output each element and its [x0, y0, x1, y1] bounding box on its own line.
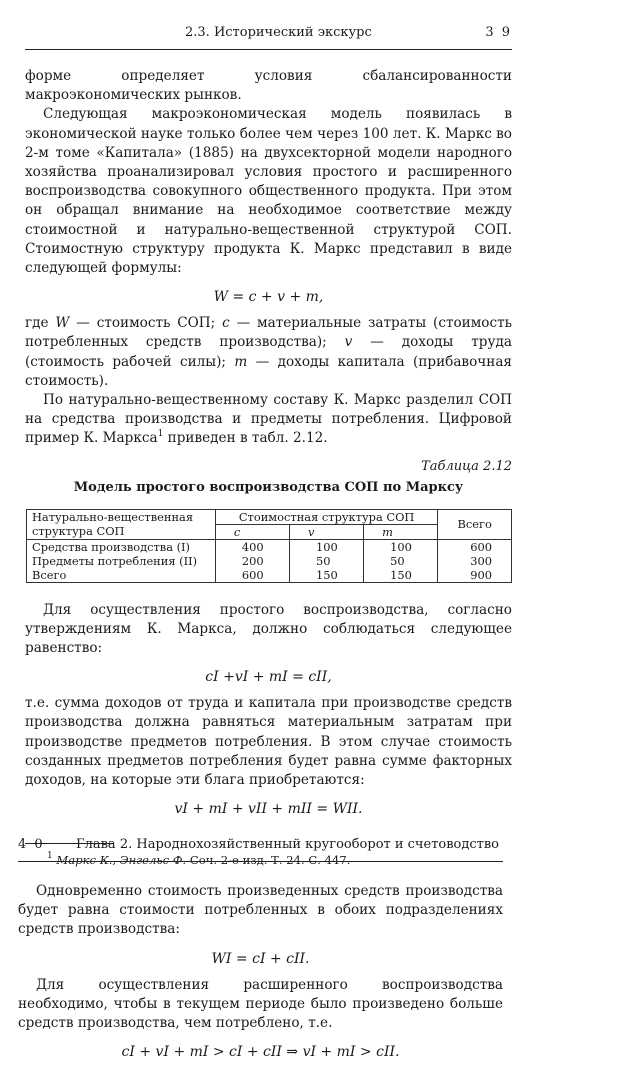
paragraph-definitions: где W — стоимость СОП; c — материальные затраты (стоимость потребленных средств производства); v — доходы труда (стоимость рабочей силы); m — доходы капитала (прибавочная стоимость). — [25, 315, 512, 389]
body-text — [25, 601, 512, 820]
cell-v: 150 — [290, 568, 364, 583]
cell-c: 400 — [215, 539, 289, 554]
formula-means-balance: WI = cI + cII. — [211, 950, 310, 967]
paragraph: Для осуществления простого воспроизводства, согласно утверждениям К. Маркса, должно соблюдаться следующее равенство: — [25, 601, 512, 657]
row-label: Всего — [27, 568, 216, 583]
cell-total: 300 — [438, 554, 512, 568]
table-subhead-m: m — [364, 524, 438, 539]
formula-value-structure: W = c + v + m, — [213, 289, 324, 306]
running-header — [25, 0, 512, 50]
cell-total: 900 — [438, 568, 512, 583]
cell-v: 100 — [290, 539, 364, 554]
footnote-ref: 1 — [157, 429, 164, 440]
table-caption: Таблица 2.12 — [421, 458, 512, 474]
row-label: Предметы потребления (II) — [27, 554, 216, 568]
page-39 — [25, 0, 512, 867]
paragraph: Следующая макроэкономическая модель появилась в экономической науке только более чем через 100 лет. К. Маркс во 2-м томе «Капитала» (1885) на двухсекторной модели народного хозяйства проанализировал условия простого и расширенного воспроизводства совокупного общественного продукта. При этом он обращал внимание на необходимое соответствие между стоимостной и натурально-вещественной структурой СОП. Стоимостную структуру продукта К. Маркс представил в виде следующей формулы: — [25, 106, 512, 277]
formula-simple-reproduction: cI +vI + mI = cII, — [205, 669, 332, 686]
table-row — [27, 568, 512, 583]
table-head-structure: Натурально-вещественная структура СОП — [27, 509, 216, 539]
table-title: Модель простого воспроизводства СОП по Марксу — [73, 479, 464, 495]
cell-m: 100 — [364, 539, 438, 554]
data-table — [26, 509, 512, 583]
header-title: Глава 2. Народнохозяйственный кругооборот и счетоводство — [76, 837, 499, 852]
formula-consumption-balance: vI + mI + vII + mII = WII. — [174, 801, 363, 818]
paragraph: По натурально-вещественному составу К. Маркс разделил СОП на средства производства и предметы потребления. Цифровой пример К. Маркса$^1$ приведен в табл. 2.12. — [25, 392, 512, 447]
footnote: $^1$ Маркс К., Энгельс Ф. Соч. 2-е изд. Т. 24. С. 447. — [47, 851, 351, 868]
page-number: 4 0 — [18, 837, 45, 852]
paragraph: форме определяет условия сбалансированности макроэкономических рынков. — [25, 68, 512, 104]
cell-v: 50 — [290, 554, 364, 568]
table-subhead-c: c — [215, 524, 289, 539]
cell-total: 600 — [438, 539, 512, 554]
cell-m: 50 — [364, 554, 438, 568]
row-label: Средства производства (I) — [27, 539, 216, 554]
cell-c: 600 — [215, 568, 289, 583]
page-number: 3 9 — [485, 25, 512, 40]
table-head-group: Стоимостная структура СОП — [215, 509, 437, 524]
formula-expanded-reproduction: cI + vI + mI > cI + cII ⇒ vI + mI > cII. — [121, 1044, 400, 1061]
running-header — [18, 825, 503, 862]
body-text — [18, 882, 503, 1062]
table-head-total: Всего — [438, 509, 512, 539]
paragraph: Для осуществления расширенного воспроизводства необходимо, чтобы в текущем периоде было произведено больше средств производства, чем потреблено, т.е. — [18, 976, 503, 1032]
table-subhead-v: v — [290, 524, 364, 539]
paragraph: Одновременно стоимость произведенных средств производства будет равна стоимости потребленных в обоих подразделениях средств производства: — [18, 883, 503, 938]
header-title: 2.3. Исторический экскурс — [185, 25, 372, 40]
cell-m: 150 — [364, 568, 438, 583]
paragraph: т.е. сумма доходов от труда и капитала при производстве средств производства должна равняться материальным затратам при производстве предметов потребления. В этом случае стоимость созданных предметов потребления будет равна сумме факторных доходов, на которые эти блага приобретаются: — [25, 695, 512, 789]
body-text — [25, 67, 512, 449]
table-row — [27, 554, 512, 568]
page-40 — [18, 825, 503, 1069]
table-row — [27, 539, 512, 554]
cell-c: 200 — [215, 554, 289, 568]
